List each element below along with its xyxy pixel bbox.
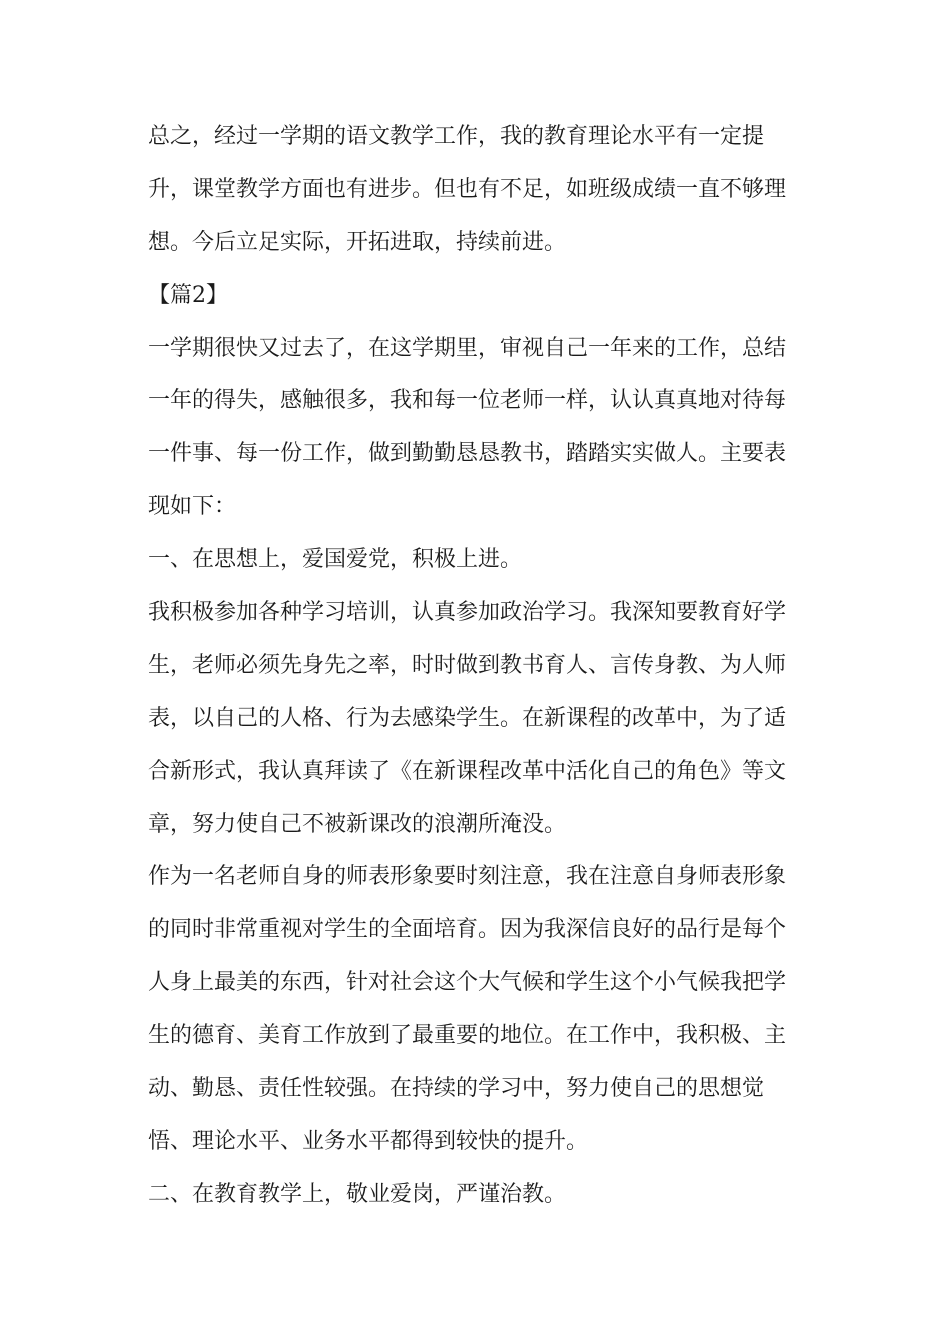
text-line: 现如下： — [148, 494, 237, 520]
text-line: 一件事、每一份工作，做到勤勤恳恳教书，踏踏实实做人。主要表 — [148, 441, 787, 467]
text-line: 生，老师必须先身先之率，时时做到教书育人、言传身教、为人师 — [148, 652, 787, 678]
text-line: 一学期很快又过去了，在这学期里，审视自己一年来的工作，总结 — [148, 335, 787, 361]
text-line: 作为一名老师自身的师表形象要时刻注意，我在注意自身师表形象 — [148, 864, 787, 890]
text-line: 章，努力使自己不被新课改的浪潮所淹没。 — [148, 811, 567, 837]
subsection-heading: 二、在教育教学上，敬业爱岗，严谨治教。 — [148, 1181, 567, 1207]
text-line: 动、勤恳、责任性较强。在持续的学习中，努力使自己的思想觉 — [148, 1076, 765, 1102]
text-line: 升，课堂教学方面也有进步。但也有不足，如班级成绩一直不够理 — [148, 176, 787, 202]
text-line: 想。今后立足实际，开拓进取，持续前进。 — [148, 229, 567, 255]
subsection-heading: 一、在思想上，爱国爱党，积极上进。 — [148, 547, 523, 573]
text-line: 我积极参加各种学习培训，认真参加政治学习。我深知要教育好学 — [148, 600, 787, 626]
text-line: 生的德育、美育工作放到了最重要的地位。在工作中，我积极、主 — [148, 1023, 787, 1049]
text-line: 悟、理论水平、业务水平都得到较快的提升。 — [148, 1128, 589, 1154]
document-body — [148, 117, 803, 1228]
text-line: 表，以自己的人格、行为去感染学生。在新课程的改革中，为了适 — [148, 705, 787, 731]
text-line: 的同时非常重视对学生的全面培育。因为我深信良好的品行是每个 — [148, 917, 787, 943]
text-line: 总之，经过一学期的语文教学工作，我的教育理论水平有一定提 — [148, 124, 765, 149]
text-line: 合新形式，我认真拜读了《在新课程改革中活化自己的角色》等文 — [148, 758, 787, 784]
section-heading: 【篇2】 — [148, 282, 228, 308]
text-line: 人身上最美的东西，针对社会这个大气候和学生这个小气候我把学 — [148, 970, 787, 996]
text-line: 一年的得失，感触很多，我和每一位老师一样，认认真真地对待每 — [148, 388, 787, 414]
